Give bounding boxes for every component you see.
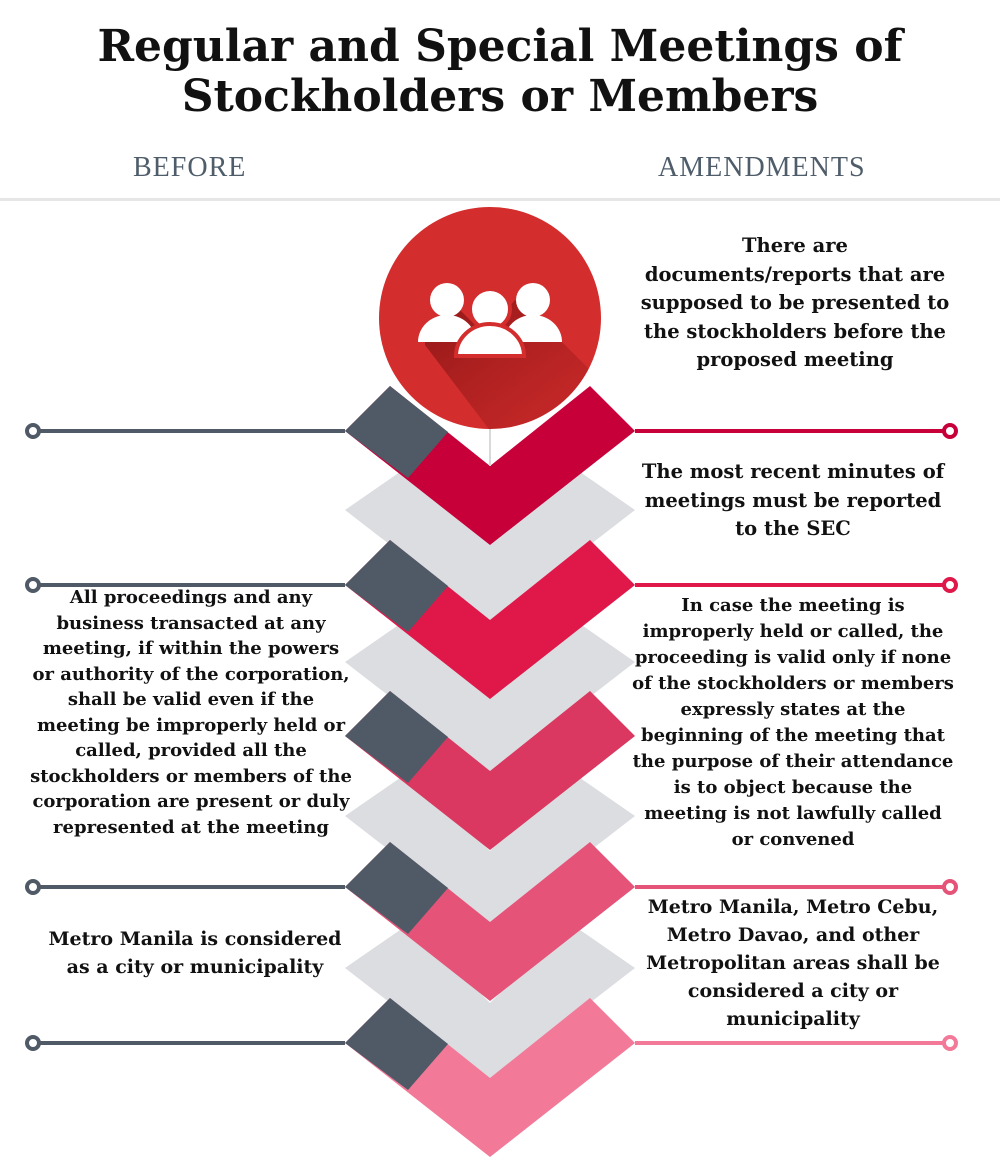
right-dot-1: [944, 425, 956, 437]
before-text-2: Metro Manila is considered as a city or municipality: [48, 928, 342, 978]
column-heading-before: BEFORE: [133, 152, 247, 183]
left-dot-1: [27, 425, 39, 437]
right-dot-2: [944, 579, 956, 591]
title-line-1: Regular and Special Meetings of: [97, 21, 903, 72]
left-dot-4: [27, 1037, 39, 1049]
right-dot-3: [944, 881, 956, 893]
amendment-text-1: There are documents/reports that are supposed to be presented to the stockholders before the proposed meeting: [640, 234, 950, 371]
column-heading-amendments: AMENDMENTS: [658, 152, 866, 183]
before-text-1: All proceedings and any business transacted at any meeting, if within the powers or authority of the corporation, shall be valid even if the meeting be improperly held or called, provided all the stockholders or members of the corporation are present or duly represented at the meeting: [30, 587, 352, 838]
amendment-text-2: The most recent minutes of meetings must be reported to the SEC: [641, 460, 945, 540]
amendment-text-3: In case the meeting is improperly held or called, the proceeding is valid only if none of the stockholders or members expressly states at the beginning of the meeting that the purpose of their attendance is to object because the meeting is not lawfully called or convened: [632, 595, 954, 850]
title-line-2: Stockholders or Members: [181, 71, 819, 122]
amendment-text-4: Metro Manila, Metro Cebu, Metro Davao, and other Metropolitan areas shall be considered a city or municipality: [646, 896, 940, 1030]
left-dot-3: [27, 881, 39, 893]
right-dot-4: [944, 1037, 956, 1049]
